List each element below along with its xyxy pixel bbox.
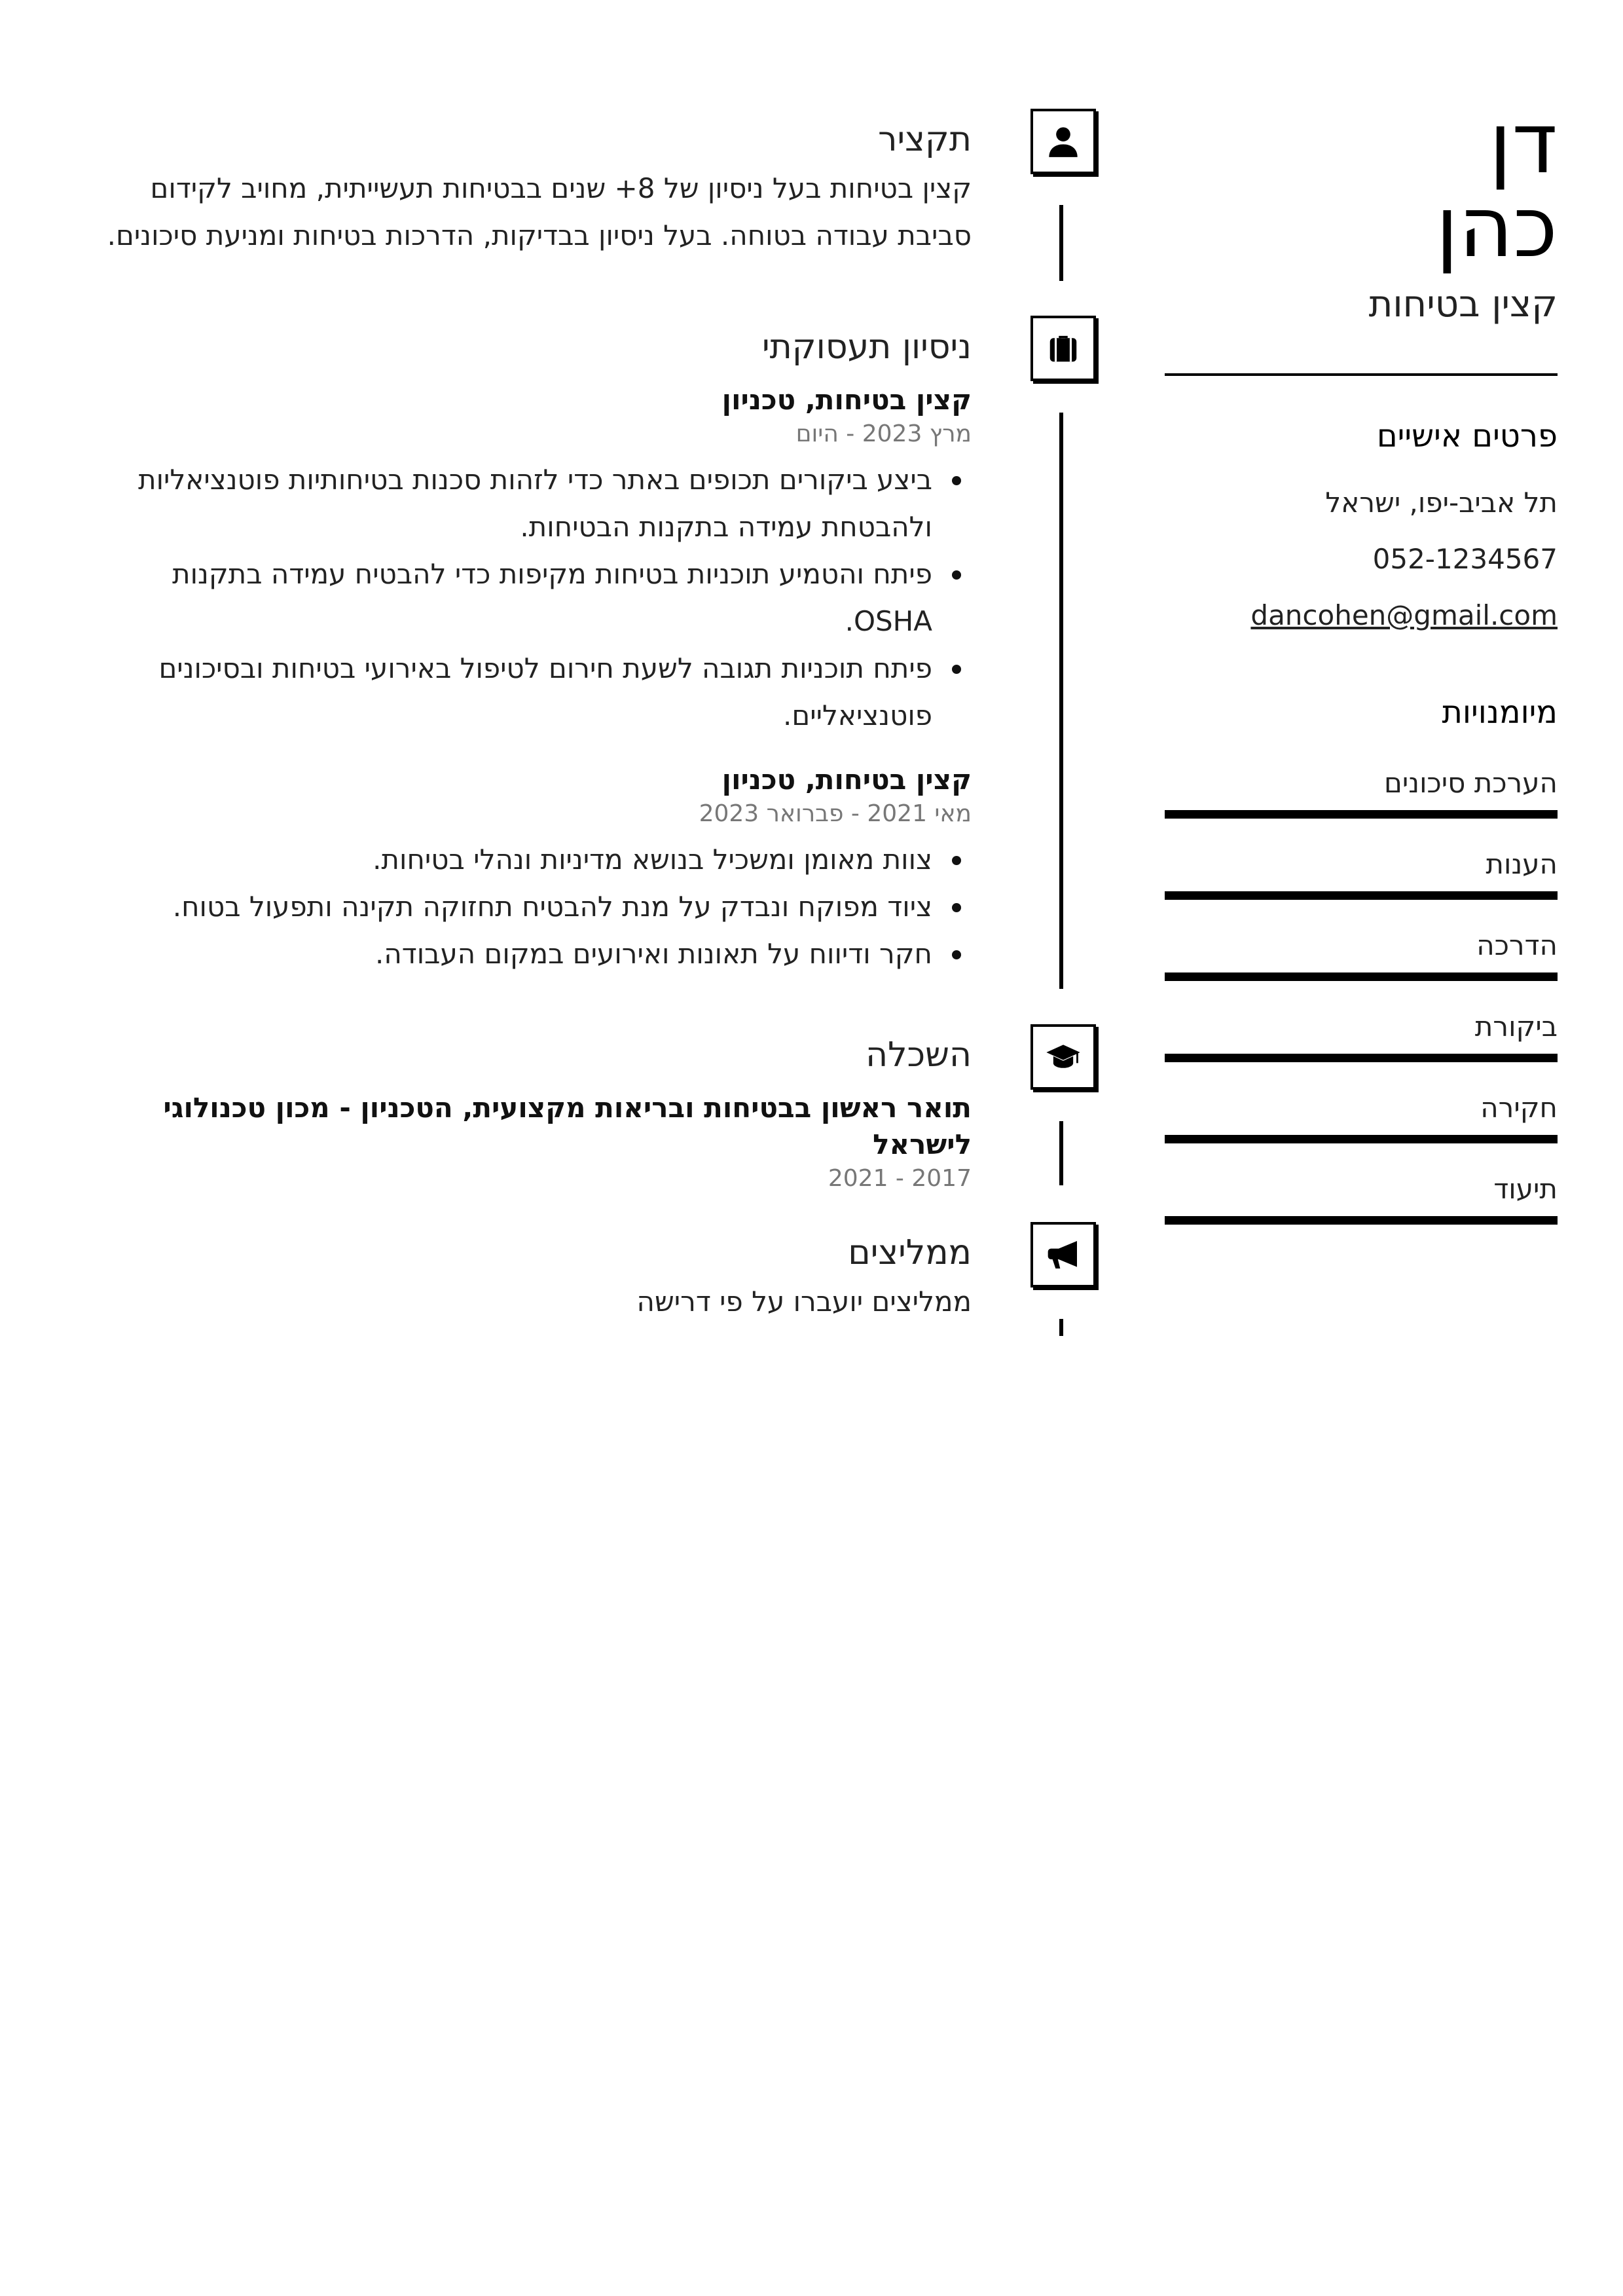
- skill-label-compliance: הענות: [1486, 848, 1558, 880]
- timeline-line: [1059, 413, 1063, 989]
- experience-section: [101, 325, 972, 978]
- list-item: פיתח תוכניות תגובה לשעת חירום לטיפול באירועי בטיחות ובסיכונים פוטנציאליים.: [101, 645, 932, 739]
- job-bullets-2: [101, 836, 972, 978]
- skill-bar-training: [1165, 972, 1558, 981]
- references-text: ממליצים יועברו על פי דרישה: [636, 1286, 972, 1318]
- personal-details-heading: פרטים אישיים: [1376, 418, 1558, 454]
- references-section: [101, 1231, 972, 1325]
- skill-bar-risk-assessment: [1165, 810, 1558, 819]
- megaphone-icon: [1030, 1222, 1096, 1287]
- job-dates-1: מרץ 2023 - היום: [795, 420, 972, 447]
- job-title-2: קצין בטיחות, טכניון: [721, 764, 972, 796]
- location-text: תל אביב-יפו, ישראל: [1325, 487, 1558, 519]
- degree-title: תואר ראשון בבטיחות ובריאות מקצועית, הטכניון - מכון טכנולוגי לישראל: [163, 1092, 972, 1160]
- user-icon: [1030, 109, 1096, 174]
- experience-title: ניסיון תעסוקתי: [761, 327, 972, 367]
- list-item: צוות מאומן ומשכיל בנושא מדיניות ונהלי בטיחות.: [101, 836, 932, 883]
- skill-label-training: הדרכה: [1476, 929, 1558, 961]
- skills-heading: מיומנויות: [1442, 694, 1558, 731]
- timeline-line: [1059, 1121, 1063, 1185]
- job-dates-2: מאי 2021 - פברואר 2023: [699, 800, 972, 827]
- first-name: דן: [1489, 95, 1558, 193]
- skill-label-documentation: תיעוד: [1493, 1173, 1558, 1205]
- summary-text: קצין בטיחות בעל ניסיון של 8+ שנים בבטיחות תעשייתית, מחויב לקידום סביבת עבודה בטוחה. בעל ניסיון בבדיקות, הדרכות בטיחות ומניעת סיכונים.: [107, 172, 972, 251]
- skill-bar-investigation: [1165, 1135, 1558, 1143]
- references-title: ממליצים: [848, 1233, 972, 1272]
- timeline-line: [1059, 205, 1063, 281]
- education-title: השכלה: [866, 1035, 972, 1075]
- list-item: פיתח והטמיע תוכניות בטיחות מקיפות כדי להבטיח עמידה בתקנות OSHA.: [101, 551, 932, 645]
- job-title-1: קצין בטיחות, טכניון: [721, 384, 972, 416]
- skill-bar-auditing: [1165, 1054, 1558, 1062]
- last-name: כהן: [1435, 179, 1558, 276]
- job-bullets-1: [101, 456, 972, 739]
- skill-label-investigation: חקירה: [1480, 1092, 1558, 1124]
- job-entry: [101, 382, 972, 739]
- summary-title: תקציר: [878, 120, 972, 159]
- skill-label-risk-assessment: הערכת סיכונים: [1384, 767, 1558, 799]
- list-item: ציוד מפוקח ונבדק על מנת להבטיח תחזוקה תקינה ותפעול בטוח.: [101, 883, 932, 931]
- job-title: קצין בטיחות: [1368, 283, 1558, 325]
- education-dates: 2017 - 2021: [828, 1165, 972, 1192]
- sidebar-divider: [1165, 373, 1558, 376]
- briefcase-icon: [1030, 316, 1096, 381]
- skill-label-auditing: ביקורת: [1474, 1010, 1558, 1043]
- phone-text: 052-1234567: [1372, 543, 1558, 575]
- education-section: [101, 1033, 972, 1194]
- job-entry: [101, 762, 972, 978]
- list-item: חקר ודיווח על תאונות ואירועים במקום העבודה.: [101, 931, 932, 978]
- skill-bar-compliance: [1165, 891, 1558, 900]
- graduation-cap-icon: [1030, 1024, 1096, 1090]
- skill-bar-documentation: [1165, 1216, 1558, 1225]
- list-item: ביצע ביקורים תכופים באתר כדי לזהות סכנות בטיחותיות פוטנציאליות ולהבטחת עמידה בתקנות הבטיחות.: [101, 456, 932, 551]
- timeline-line: [1059, 1319, 1063, 1336]
- email-link[interactable]: dancohen@gmail.com: [1250, 599, 1558, 631]
- summary-section: [101, 118, 972, 259]
